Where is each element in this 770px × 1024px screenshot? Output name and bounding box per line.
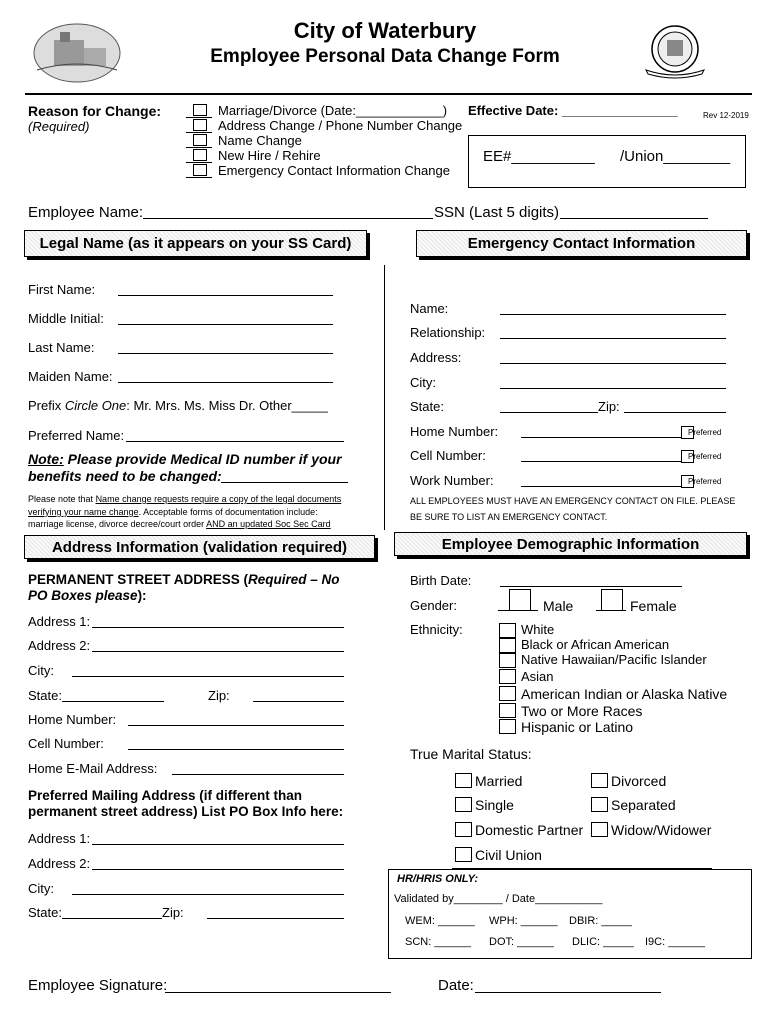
marital-married-label: Married bbox=[475, 773, 523, 789]
home-number-label: Home Number: bbox=[28, 712, 117, 727]
ec-address-field[interactable] bbox=[500, 363, 726, 364]
perm-a: PERMANENT STREET ADDRESS ( bbox=[28, 572, 249, 587]
doc-note-1a: Please note that bbox=[28, 494, 96, 504]
marital-single-checkbox[interactable] bbox=[455, 797, 472, 812]
state-label: State: bbox=[28, 688, 62, 703]
ec-cell-field[interactable] bbox=[521, 461, 681, 462]
employee-name-label: Employee Name: bbox=[28, 204, 144, 221]
reason-line bbox=[186, 177, 212, 178]
reason-label: Reason for Change: bbox=[28, 103, 162, 119]
marital-domestic-label: Domestic Partner bbox=[475, 822, 584, 838]
ec-home-field[interactable] bbox=[521, 437, 681, 438]
ec-city-label: City: bbox=[410, 375, 436, 390]
gender-line bbox=[498, 610, 538, 611]
union[interactable]: /Union________ bbox=[620, 148, 731, 165]
reason-checkbox-emergency[interactable] bbox=[193, 164, 207, 176]
prefix-options[interactable]: : Mr. Mrs. Ms. Miss Dr. Other_____ bbox=[126, 398, 328, 413]
doc-note-1b: Name change requests require a copy of the legal documents bbox=[95, 494, 342, 504]
employee-name-field[interactable] bbox=[143, 218, 433, 219]
doc-note-3a: marriage license, divorce decree/court order bbox=[28, 519, 207, 529]
city-seal bbox=[640, 22, 710, 80]
hr-wem[interactable]: WEM: ______ bbox=[405, 915, 475, 927]
ec-cell-label: Cell Number: bbox=[410, 448, 486, 463]
cell-number-field[interactable] bbox=[128, 749, 344, 750]
effective-date[interactable]: Effective Date: ________________ bbox=[468, 103, 678, 118]
ec-address-label: Address: bbox=[410, 350, 462, 365]
revision: Rev 12-2019 bbox=[703, 111, 749, 120]
first-name-label: First Name: bbox=[28, 282, 96, 297]
birth-date-label: Birth Date: bbox=[410, 573, 472, 588]
marital-civil-label: Civil Union bbox=[475, 847, 542, 863]
mail-address1-label: Address 1: bbox=[28, 831, 91, 846]
ethnicity-two-races-label: Two or More Races bbox=[521, 703, 643, 719]
mail-city-label: City: bbox=[28, 881, 54, 896]
mail-city-field[interactable] bbox=[72, 894, 344, 895]
marital-widow-checkbox[interactable] bbox=[591, 822, 608, 837]
home-number-field[interactable] bbox=[128, 725, 344, 726]
marital-married-checkbox[interactable] bbox=[455, 773, 472, 788]
doc-note-2b: . Acceptable forms of documentation include: bbox=[138, 507, 318, 517]
ec-home-preferred-label: Preferred bbox=[688, 428, 722, 437]
gender-male-label: Male bbox=[543, 598, 574, 614]
perm-d: ): bbox=[137, 588, 147, 603]
city-logo bbox=[32, 22, 122, 84]
note-label: Note: bbox=[28, 451, 64, 467]
ethnicity-white-checkbox[interactable] bbox=[499, 623, 516, 638]
gender-female-checkbox[interactable] bbox=[601, 589, 623, 611]
permanent-address-heading bbox=[28, 572, 340, 587]
ethnicity-native-label: American Indian or Alaska Native bbox=[521, 686, 728, 702]
address-info-header: Address Information (validation required) bbox=[24, 535, 375, 559]
ethnicity-asian-label: Asian bbox=[521, 669, 554, 684]
reason-checkbox-address[interactable] bbox=[193, 119, 207, 131]
ee-number[interactable]: EE#__________ bbox=[483, 148, 595, 165]
ethnicity-white-label: White bbox=[521, 622, 555, 637]
ethnicity-asian-checkbox[interactable] bbox=[499, 669, 516, 684]
ethnicity-label: Ethnicity: bbox=[410, 622, 463, 637]
maiden-name-label: Maiden Name: bbox=[28, 369, 113, 384]
permanent-address-heading-2 bbox=[28, 588, 147, 603]
zip-field[interactable] bbox=[253, 701, 344, 702]
gender-line bbox=[596, 610, 626, 611]
prefix-circle-one: Circle One bbox=[64, 398, 127, 413]
doc-note-3b: AND an updated Soc Sec Card bbox=[206, 519, 331, 529]
mail-address2-label: Address 2: bbox=[28, 856, 91, 871]
mail-address1-field[interactable] bbox=[92, 844, 344, 845]
reason-required: (Required) bbox=[28, 119, 90, 134]
address1-field[interactable] bbox=[92, 627, 344, 628]
marital-divorced-label: Divorced bbox=[611, 773, 667, 789]
state-field[interactable] bbox=[62, 701, 164, 702]
marital-separated-label: Separated bbox=[611, 797, 676, 813]
hr-dot[interactable]: DOT: ______ bbox=[489, 936, 554, 948]
city-label: City: bbox=[28, 663, 54, 678]
reason-option-address: Address Change / Phone Number Change bbox=[218, 118, 463, 133]
medical-note bbox=[28, 451, 342, 467]
demographic-header: Employee Demographic Information bbox=[394, 532, 747, 556]
marital-widow-label: Widow/Widower bbox=[611, 822, 712, 838]
doc-note-3 bbox=[28, 519, 331, 529]
gender-female-label: Female bbox=[630, 598, 677, 614]
ec-state-label: State: bbox=[410, 399, 444, 414]
home-email-field[interactable] bbox=[172, 774, 344, 775]
ec-city-field[interactable] bbox=[500, 388, 726, 389]
hr-title: HR/HRIS ONLY: bbox=[397, 873, 479, 885]
prefix-label: Prefix bbox=[28, 398, 62, 413]
reason-checkbox-name[interactable] bbox=[193, 134, 207, 146]
ethnicity-hawaiian-label: Native Hawaiian/Pacific Islander bbox=[521, 652, 707, 667]
reason-option-emergency: Emergency Contact Information Change bbox=[218, 163, 450, 178]
ec-cell-preferred-label: Preferred bbox=[688, 452, 722, 461]
city-title: City of Waterbury bbox=[293, 18, 477, 43]
marital-separated-checkbox[interactable] bbox=[591, 797, 608, 812]
ec-home-label: Home Number: bbox=[410, 424, 499, 439]
address1-label: Address 1: bbox=[28, 614, 91, 629]
doc-note-2a: verifying your name change bbox=[28, 507, 139, 517]
address2-label: Address 2: bbox=[28, 638, 91, 653]
address2-field[interactable] bbox=[92, 651, 344, 652]
ethnicity-hawaiian-checkbox[interactable] bbox=[499, 653, 516, 668]
ec-relationship-label: Relationship: bbox=[410, 325, 486, 340]
mailing-heading-2: permanent street address) List PO Box Info here: bbox=[28, 804, 344, 819]
marital-divorced-checkbox[interactable] bbox=[591, 773, 608, 788]
first-name-field[interactable] bbox=[118, 295, 333, 296]
note-line1: Please provide Medical ID number if your bbox=[63, 451, 342, 467]
reason-line bbox=[186, 162, 212, 163]
doc-note-1 bbox=[28, 494, 341, 504]
ethnicity-hispanic-checkbox[interactable] bbox=[499, 719, 516, 734]
ec-name-label: Name: bbox=[410, 301, 449, 316]
reason-checkbox-newhire[interactable] bbox=[193, 149, 207, 161]
ec-zip-field[interactable] bbox=[624, 412, 726, 413]
marital-label: True Marital Status: bbox=[410, 746, 532, 762]
mail-state-label: State: bbox=[28, 905, 62, 920]
marital-civil-checkbox[interactable] bbox=[455, 847, 472, 862]
doc-note-2 bbox=[28, 507, 318, 517]
signature-field[interactable] bbox=[165, 992, 391, 993]
mailing-heading-1: Preferred Mailing Address (if different than bbox=[28, 788, 303, 803]
city-field[interactable] bbox=[72, 676, 344, 677]
middle-initial-label: Middle Initial: bbox=[28, 311, 104, 326]
ec-work-preferred-label: Preferred bbox=[688, 477, 722, 486]
mail-zip-field[interactable] bbox=[207, 918, 344, 919]
ethnicity-native-checkbox[interactable] bbox=[499, 686, 516, 701]
marital-single-label: Single bbox=[475, 797, 514, 813]
reason-option-newhire: New Hire / Rehire bbox=[218, 148, 321, 163]
hr-top-rule bbox=[452, 868, 712, 869]
home-email-label: Home E-Mail Address: bbox=[28, 761, 158, 776]
reason-option-name: Name Change bbox=[218, 133, 302, 148]
hr-i9c[interactable]: I9C: ______ bbox=[645, 936, 705, 948]
gender-male-checkbox[interactable] bbox=[509, 589, 531, 611]
emergency-contact-header: Emergency Contact Information bbox=[416, 230, 747, 257]
form-title: Employee Personal Data Change Form bbox=[210, 46, 560, 67]
ethnicity-black-checkbox[interactable] bbox=[499, 638, 516, 653]
hr-scn[interactable]: SCN: ______ bbox=[405, 936, 472, 948]
preferred-name-label: Preferred Name: bbox=[28, 428, 125, 443]
reason-option-marriage: Marriage/Divorce (Date:____________) bbox=[218, 103, 448, 118]
preferred-name-field[interactable] bbox=[126, 441, 344, 442]
reason-line bbox=[186, 147, 212, 148]
mail-state-field[interactable] bbox=[62, 918, 162, 919]
reason-checkbox-marriage[interactable] bbox=[193, 104, 207, 116]
ec-work-label: Work Number: bbox=[410, 473, 494, 488]
column-divider bbox=[384, 265, 385, 530]
last-name-label: Last Name: bbox=[28, 340, 95, 355]
ec-work-field[interactable] bbox=[521, 486, 681, 487]
medical-id-field[interactable] bbox=[221, 482, 348, 483]
reason-line bbox=[186, 117, 212, 118]
gender-label: Gender: bbox=[410, 598, 457, 613]
prefix-row bbox=[28, 398, 328, 413]
ec-state-field[interactable] bbox=[500, 412, 598, 413]
reason-line bbox=[186, 132, 212, 133]
maiden-name-field[interactable] bbox=[118, 382, 333, 383]
marital-domestic-checkbox[interactable] bbox=[455, 822, 472, 837]
ec-notice-line2: BE SURE TO LIST AN EMERGENCY CONTACT. bbox=[410, 512, 608, 522]
perm-c: PO Boxes please bbox=[28, 588, 138, 603]
hr-validated[interactable]: Validated by________ / Date___________ bbox=[394, 893, 603, 905]
ethnicity-hispanic-label: Hispanic or Latino bbox=[521, 719, 634, 735]
mail-zip-label: Zip: bbox=[162, 905, 184, 920]
middle-initial-field[interactable] bbox=[118, 324, 333, 325]
hr-wph[interactable]: WPH: ______ bbox=[489, 915, 558, 927]
ec-notice-line1: ALL EMPLOYEES MUST HAVE AN EMERGENCY CONTACT ON FILE. PLEASE bbox=[410, 496, 736, 506]
ethnicity-black-label: Black or African American bbox=[521, 637, 670, 652]
birth-date-field[interactable] bbox=[500, 586, 682, 587]
medical-note-line2: benefits need to be changed: bbox=[28, 468, 222, 484]
date-field[interactable] bbox=[475, 992, 661, 993]
signature-label: Employee Signature: bbox=[28, 977, 168, 994]
last-name-field[interactable] bbox=[118, 353, 333, 354]
cell-number-label: Cell Number: bbox=[28, 736, 104, 751]
ec-relationship-field[interactable] bbox=[500, 338, 726, 339]
ec-name-field[interactable] bbox=[500, 314, 726, 315]
ssn-field[interactable] bbox=[560, 218, 708, 219]
ec-zip-label: Zip: bbox=[598, 399, 620, 414]
hr-dbir[interactable]: DBIR: _____ bbox=[569, 915, 632, 927]
ethnicity-two-races-checkbox[interactable] bbox=[499, 703, 516, 718]
date-label: Date: bbox=[438, 977, 474, 994]
legal-name-header: Legal Name (as it appears on your SS Card) bbox=[24, 230, 367, 257]
zip-label: Zip: bbox=[208, 688, 230, 703]
header-divider bbox=[25, 93, 752, 95]
ssn-label: SSN (Last 5 digits) bbox=[434, 204, 560, 221]
hr-dlic[interactable]: DLIC: _____ bbox=[572, 936, 634, 948]
mail-address2-field[interactable] bbox=[92, 869, 344, 870]
perm-b: Required – No bbox=[248, 572, 340, 587]
